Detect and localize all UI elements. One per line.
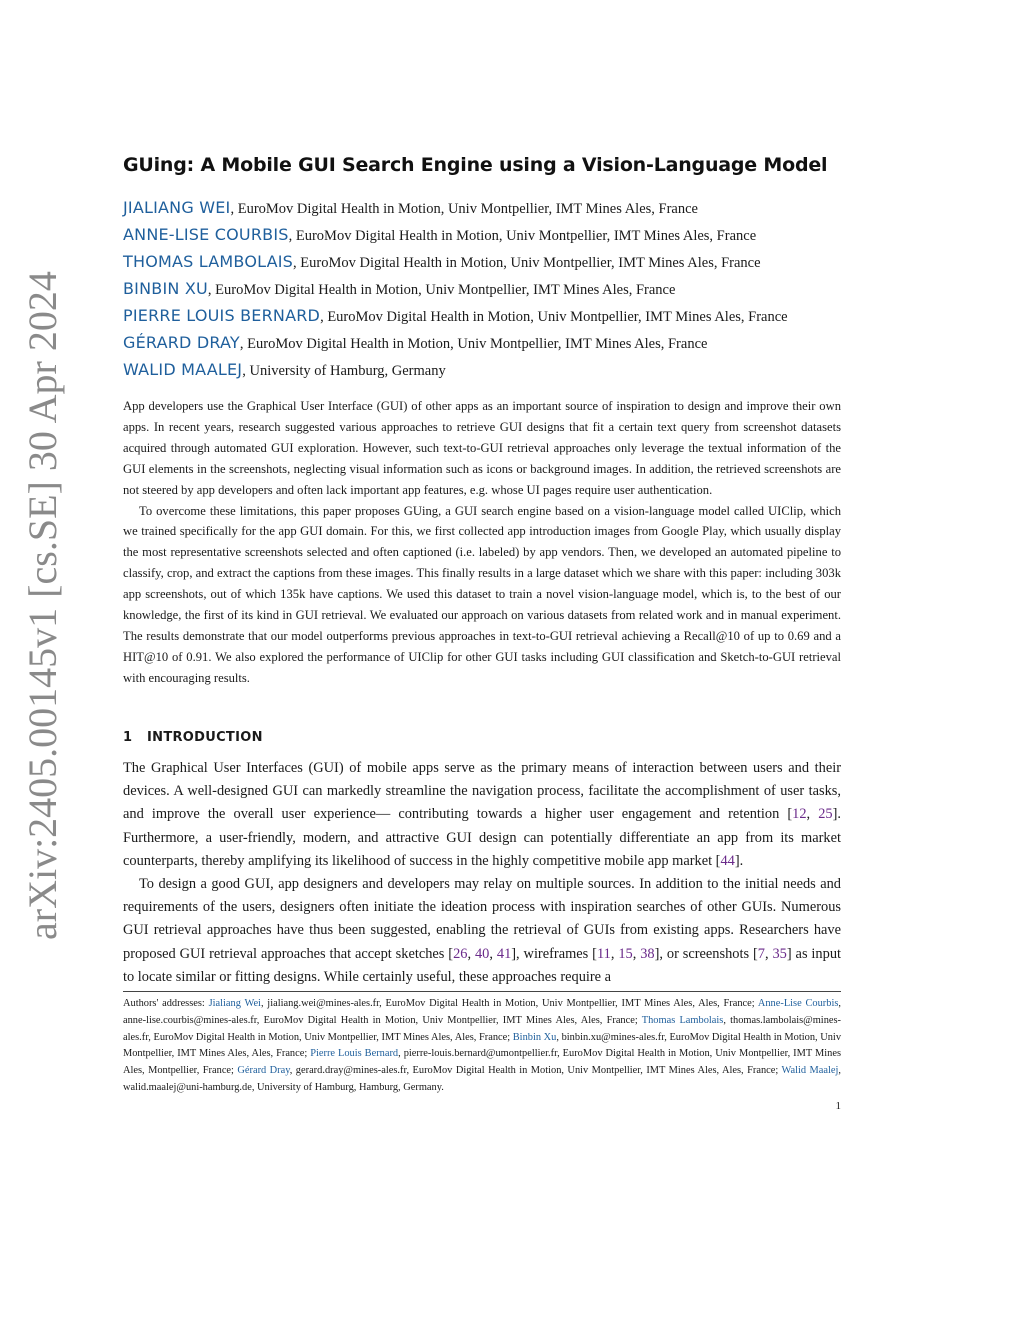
- citation-link[interactable]: 38: [640, 945, 655, 962]
- body-text: ]. Furthermore, a user-friendly, modern, and attractive GUI design can potentially differentiate an app from its market counterparts, thereby amplifying its likelihood of success in the highly competitive mobile app market [: [123, 806, 841, 869]
- author-affiliation: , EuroMov Digital Health in Motion, Univ Montpellier, IMT Mines Ales, France: [293, 255, 761, 271]
- citation-link[interactable]: 35: [772, 945, 787, 962]
- body-text: ], or screenshots [: [654, 945, 758, 962]
- body-text: ,: [467, 945, 475, 962]
- author-list: [123, 196, 841, 385]
- body-text: The Graphical User Interfaces (GUI) of mobile apps serve as the primary means of interaction between users and their devices. A well-designed GUI can markedly streamline the navigation process, facilitate the accomplishment of user tasks, and improve the overall user experience— contributing towards a higher user engagement and retention [: [123, 760, 841, 823]
- author-entry: [123, 277, 841, 304]
- footnote-author-link[interactable]: Binbin Xu: [512, 1031, 557, 1043]
- footnote-text: , pierre-louis.bernard@umontpellier.fr, EuroMov Digital Health in Motion, Univ Montpellier, IMT Mines Ales, Montpellier, France;: [123, 1048, 841, 1077]
- author-affiliation: , EuroMov Digital Health in Motion, Univ Montpellier, IMT Mines Ales, France: [207, 282, 676, 298]
- arxiv-identifier-stamp: arXiv:2405.00145v1 [cs.SE] 30 Apr 2024: [20, 271, 65, 940]
- footnote-author-link[interactable]: Jialiang Wei: [208, 998, 261, 1009]
- abstract-paragraph: App developers use the Graphical User Interface (GUI) of other apps as an important source of inspiration to design and improve their own apps. In recent years, research suggested various approaches to retrieve GUI designs that fit a certain text query from screenshot datasets acquired through automated GUI exploration. However, such text-to-GUI retrieval approaches only leverage the textual information of the GUI elements in the screenshots, neglecting visual information such as icons or background images. In addition, the retrieved screenshots are not steered by app developers and often lack important app features, e.g. whose UI pages require user authentication.: [123, 399, 841, 497]
- citation-link[interactable]: 11: [596, 945, 611, 962]
- author-affiliation: , University of Hamburg, Germany: [242, 363, 446, 379]
- author-entry: [123, 331, 841, 358]
- body-text: To design a good GUI, app designers and developers may relay on multiple sources. In addition to the initial needs and requirements of the users, designers often initiate the ideation process with inspiration searches of other GUIs. Numerous GUI retrieval approaches have thus been suggested, enabling the retrieval of GUIs from existing apps. Researchers have proposed GUI retrieval approaches that accept sketches [: [123, 876, 841, 962]
- body-text: ].: [734, 852, 744, 869]
- body-text: ,: [610, 945, 619, 962]
- footnote-author-link[interactable]: Pierre Louis Bernard: [310, 1048, 399, 1060]
- author-name: PIERRE LOUIS BERNARD: [123, 306, 321, 325]
- author-name: THOMAS LAMBOLAIS: [123, 252, 294, 271]
- citation-link[interactable]: 25: [818, 806, 833, 823]
- footnote-divider: [123, 991, 841, 992]
- author-entry: [123, 304, 841, 331]
- citation-link[interactable]: 26: [453, 945, 468, 962]
- body-paragraph: [123, 757, 841, 873]
- author-addresses-footnote: [123, 996, 841, 1097]
- author-name: BINBIN XU: [123, 279, 208, 298]
- page-number: 1: [835, 1100, 841, 1112]
- author-entry: [123, 358, 841, 385]
- citation-link[interactable]: 15: [618, 945, 633, 962]
- author-name: JIALIANG WEI: [123, 198, 231, 217]
- citation-link[interactable]: 44: [720, 852, 735, 869]
- body-text: ,: [764, 945, 773, 962]
- footnote-text: , thomas.lambolais@mines-ales.fr, EuroMov Digital Health in Motion, Univ Montpellier, IMT Mines Ales, Ales, France;: [123, 1014, 841, 1043]
- body-text: ,: [632, 945, 641, 962]
- citation-link[interactable]: 7: [757, 945, 765, 962]
- citation-link[interactable]: 40: [474, 945, 490, 962]
- body-text: ,: [489, 945, 497, 962]
- footnote-text: , jialiang.wei@mines-ales.fr, EuroMov Digital Health in Motion, Univ Montpellier, IMT Mines Ales, Ales, France;: [260, 998, 758, 1009]
- body-text: ] as input to locate similar or fitting designs. While certainly useful, these approaches require a: [123, 945, 842, 985]
- footnote-author-link[interactable]: Walid Maalej: [781, 1065, 839, 1077]
- body-text: ], wireframes [: [511, 945, 597, 962]
- author-affiliation: , EuroMov Digital Health in Motion, Univ Montpellier, IMT Mines Ales, France: [288, 228, 757, 244]
- citation-link[interactable]: 41: [496, 945, 512, 962]
- author-name: GÉRARD DRAY: [123, 333, 240, 352]
- footnote-author-link[interactable]: Anne-Lise Courbis: [757, 998, 839, 1009]
- body-text: ,: [806, 806, 819, 823]
- author-affiliation: , EuroMov Digital Health in Motion, Univ Montpellier, IMT Mines Ales, France: [239, 336, 708, 352]
- section-number: 1: [123, 730, 133, 745]
- author-affiliation: , EuroMov Digital Health in Motion, Univ Montpellier, IMT Mines Ales, France: [230, 201, 698, 217]
- author-affiliation: , EuroMov Digital Health in Motion, Univ Montpellier, IMT Mines Ales, France: [320, 309, 788, 325]
- footnote-text: , walid.maalej@uni-hamburg.de, University of Hamburg, Hamburg, Germany.: [123, 1065, 841, 1093]
- citation-link[interactable]: 12: [792, 806, 807, 823]
- section-title: INTRODUCTION: [147, 730, 263, 745]
- abstract: [123, 396, 841, 689]
- footnote-text: , gerard.dray@mines-ales.fr, EuroMov Digital Health in Motion, Univ Montpellier, IMT Mines Ales, Ales, France;: [289, 1065, 782, 1077]
- footnote-text: , anne-lise.courbis@mines-ales.fr, EuroMov Digital Health in Motion, Univ Montpellier, IMT Mines Ales, Ales, France;: [123, 998, 841, 1026]
- author-entry: [123, 196, 841, 223]
- section-heading: [123, 730, 841, 745]
- body-paragraph: [123, 873, 841, 989]
- introduction-body: [123, 757, 841, 989]
- paper-title: GUing: A Mobile GUI Search Engine using a Vision-Language Model: [123, 154, 828, 176]
- author-name: WALID MAALEJ: [123, 360, 243, 379]
- author-entry: [123, 223, 841, 250]
- footnote-text: Authors' addresses:: [123, 998, 209, 1009]
- footnote-text: , binbin.xu@mines-ales.fr, EuroMov Digital Health in Motion, Univ Montpellier, IMT Mines Ales, Ales, France;: [123, 1031, 842, 1060]
- author-name: ANNE-LISE COURBIS: [123, 225, 289, 244]
- footnote-author-link[interactable]: Thomas Lambolais: [641, 1014, 724, 1026]
- footnote-author-link[interactable]: Gérard Dray: [237, 1065, 290, 1077]
- abstract-paragraph: To overcome these limitations, this paper proposes GUing, a GUI search engine based on a vision-language model called UIClip, which we trained specifically for the app GUI domain. For this, we first collected app introduction images from Google Play, which usually display the most representative screenshots selected and often captioned (i.e. labeled) by app vendors. Then, we developed an automated pipeline to classify, crop, and extract the captions from these images. This finally results in a large dataset which we share with this paper: including 303k app screenshots, out of which 135k have captions. We used this dataset to train a novel vision-language model, which is, to the best of our knowledge, the first of its kind in GUI retrieval. We evaluated our approach on various datasets from related work and in manual experiment. The results demonstrate that our model outperforms previous approaches in text-to-GUI retrieval achieving a Recall@10 of up to 0.69 and a HIT@10 of 0.91. We also explored the performance of UIClip for other GUI tasks including GUI classification and Sketch-to-GUI retrieval with encouraging results.: [123, 503, 841, 685]
- author-entry: [123, 250, 841, 277]
